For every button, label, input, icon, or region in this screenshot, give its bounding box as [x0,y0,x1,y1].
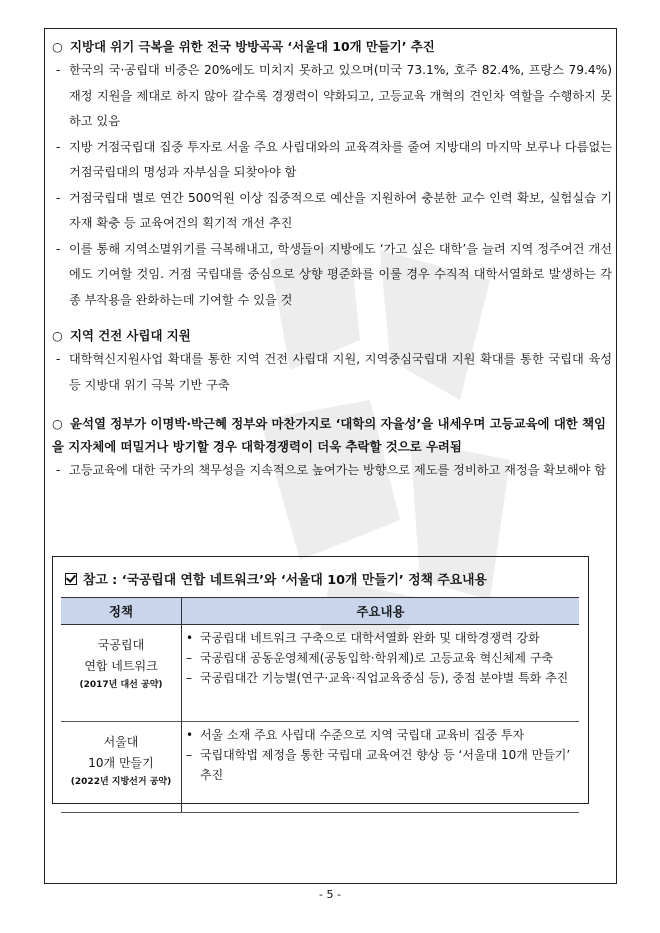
main-content [52,36,612,484]
policy-cell: 국공립대 연합 네트워크 (2017년 대선 공약) [61,625,182,722]
bullet-item: - 지방 거점국립대 집중 투자로 서울 주요 사립대와의 교육격차를 줄여 지방대의 마지막 보루나 다름없는 거점국립대의 명성과 자부심을 되찾아야 함 [56,139,612,179]
policy-cell: 서울대 10개 만들기 (2022년 지방선거 공약) [61,722,182,813]
reference-title: 참고 : ‘국공립대 연합 네트워크’와 ‘서울대 10개 만들기’ 정책 주요내용 [65,569,487,588]
section-title-2 [52,325,612,347]
detail-item: – 국공립대간 기능별(연구·교육·직업교육중심 등), 중점 분야별 특화 추진 [186,671,569,685]
checkbox-icon [65,573,77,585]
bullet-item: - 대학혁신지원사업 확대를 통한 지역 건전 사립대 지원, 지역중심국립대 지원 확대를 통한 국립대 육성 등 지방대 위기 극복 기반 구축 [56,352,612,392]
bullet-item: - 한국의 국·공립대 비중은 20%에도 미치지 못하고 있으며(미국 73.1%, 호주 82.4%, 프랑스 79.4%) 재정 지원을 제대로 하지 않아 갈수록 경쟁력이 약화되고, 고등교육 개혁의 견인차 역할을 수행하지 못하고 있음 [56,63,612,128]
circle-marker-icon: ○ [52,39,63,54]
column-header-content: 주요내용 [182,598,580,625]
section-title-text: 윤석열 정부가 이명박·박근혜 정부와 마찬가지로 ‘대학의 자율성’을 내세우며 고등교육에 대한 책임을 지자체에 떠밀거나 방기할 경우 대학경쟁력이 더욱 추락할 것으로 우려됨 [52,416,607,454]
detail-item: – 국공립대 공동운영체제(공동입학·학위제)로 고등교육 혁신체제 구축 [186,651,554,665]
column-header-policy: 정책 [61,598,182,625]
reference-box [52,556,589,804]
circle-marker-icon: ○ [52,416,63,431]
bullet-item: - 거점국립대 별로 연간 500억원 이상 집중적으로 예산을 지원하여 충분한 교수 인력 확보, 실험실습 기자재 확충 등 교육여건의 획기적 개선 추진 [56,190,612,230]
page-number: - 5 - [319,888,341,901]
table-header-row [61,598,579,625]
bullet-item: - 고등교육에 대한 국가의 책무성을 지속적으로 높여가는 방향으로 제도를 정비하고 재정을 확보해야 함 [56,463,607,477]
table-row [61,625,579,722]
section-title-1 [52,36,612,58]
reference-table [61,597,579,813]
table-row [61,722,579,813]
detail-item: – 국립대학법 제정을 통한 국립대 교육여건 향상 등 ‘서울대 10개 만들기’ 추진 [186,748,571,782]
section-title-text: 지역 건전 사립대 지원 [70,328,191,343]
bullet-item: - 이를 통해 지역소멸위기를 극복해내고, 학생들이 지방에도 ‘가고 싶은 대학’을 늘려 지역 정주여건 개선에도 기여할 것임. 거점 국립대를 중심으로 상향 평준화를 이룰 경우 수직적 대학서열화로 발생하는 각종 부작용을 완화하는데 기여할 수 있을 것 [56,241,612,307]
detail-item: • 국공립대 네트워크 구축으로 대학서열화 완화 및 대학경쟁력 강화 [186,631,540,645]
section-title-text: 지방대 위기 극복을 위한 전국 방방곡곡 ‘서울대 10개 만들기’ 추진 [70,39,435,54]
detail-item: • 서울 소재 주요 사립대 수준으로 지역 국립대 교육비 집중 투자 [186,728,525,742]
detail-cell [182,722,580,813]
circle-marker-icon: ○ [52,328,63,343]
section-title-3 [52,412,612,458]
detail-cell [182,625,580,722]
